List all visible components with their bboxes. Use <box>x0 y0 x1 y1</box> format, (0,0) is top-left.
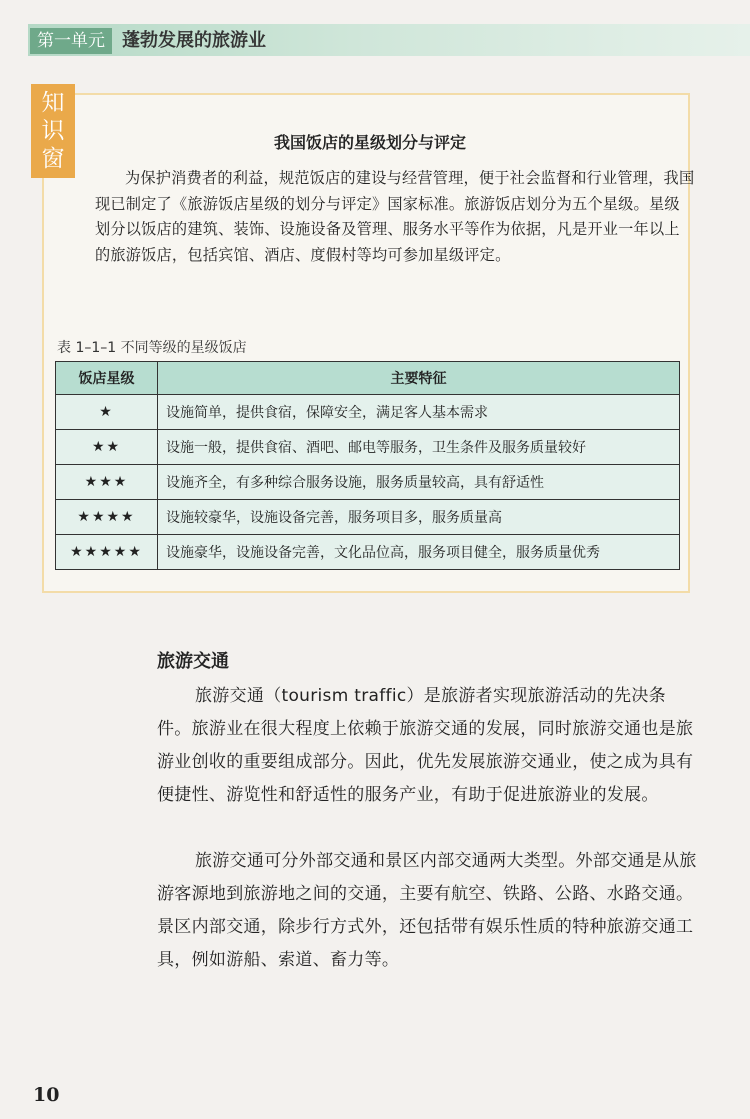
table-header-star: 饭店星级 <box>56 362 158 395</box>
hotel-star-table <box>55 361 680 570</box>
table-row <box>56 430 680 465</box>
unit-title: 蓬勃发展的旅游业 <box>122 30 266 51</box>
table-cell-feature: 设施豪华，设施设备完善，文化品位高，服务项目健全，服务质量优秀 <box>158 535 680 570</box>
knowledge-window-tab: 知识窗 <box>31 84 75 178</box>
table-header-feature: 主要特征 <box>158 362 680 395</box>
table-row <box>56 535 680 570</box>
table-cell-feature: 设施较豪华，设施设备完善，服务项目多，服务质量高 <box>158 500 680 535</box>
body-paragraph-1: 旅游交通（tourism traffic）是旅游者实现旅游活动的先决条件。旅游业在很大程度上依赖于旅游交通的发展，同时旅游交通也是旅游业创收的重要组成部分。因此，优先发展旅游交通业，使之成为具有便捷性、游览性和舒适性的服务产业，有助于促进旅游业的发展。 <box>157 686 694 805</box>
table-cell-feature: 设施一般，提供食宿、酒吧、邮电等服务，卫生条件及服务质量较好 <box>158 430 680 465</box>
knowledge-paragraph: 为保护消费者的利益，规范饭店的建设与经营管理，便于社会监督和行业管理，我国现已制定了《旅游饭店星级的划分与评定》国家标准。旅游饭店划分为五个星级。星级划分以饭店的建筑、装饰、设施设备及管理、服务水平等作为依据，凡是开业一年以上的旅游饭店，包括宾馆、酒店、度假村等均可参加星级评定。 <box>95 169 695 264</box>
table-cell-feature: 设施齐全，有多种综合服务设施，服务质量较高，具有舒适性 <box>158 465 680 500</box>
table-cell-stars: ★★★ <box>56 465 158 500</box>
table-header-row <box>56 362 680 395</box>
table-row <box>56 395 680 430</box>
table-caption: 表 1–1–1 不同等级的星级饭店 <box>57 340 247 356</box>
knowledge-title: 我国饭店的星级划分与评定 <box>273 133 466 152</box>
section-heading: 旅游交通 <box>157 651 229 672</box>
table-cell-stars: ★ <box>56 395 158 430</box>
table-cell-feature: 设施简单，提供食宿，保障安全，满足客人基本需求 <box>158 395 680 430</box>
body-paragraph-2: 旅游交通可分外部交通和景区内部交通两大类型。外部交通是从旅游客源地到旅游地之间的交通，主要有航空、铁路、公路、水路交通。景区内部交通，除步行方式外，还包括带有娱乐性质的特种旅游交通工具，例如游船、索道、畜力等。 <box>157 851 697 970</box>
table-row <box>56 500 680 535</box>
page-number: 10 <box>33 1084 60 1106</box>
table-cell-stars: ★★ <box>56 430 158 465</box>
table-cell-stars: ★★★★★ <box>56 535 158 570</box>
unit-label: 第一单元 <box>30 28 112 54</box>
table-row <box>56 465 680 500</box>
table-cell-stars: ★★★★ <box>56 500 158 535</box>
